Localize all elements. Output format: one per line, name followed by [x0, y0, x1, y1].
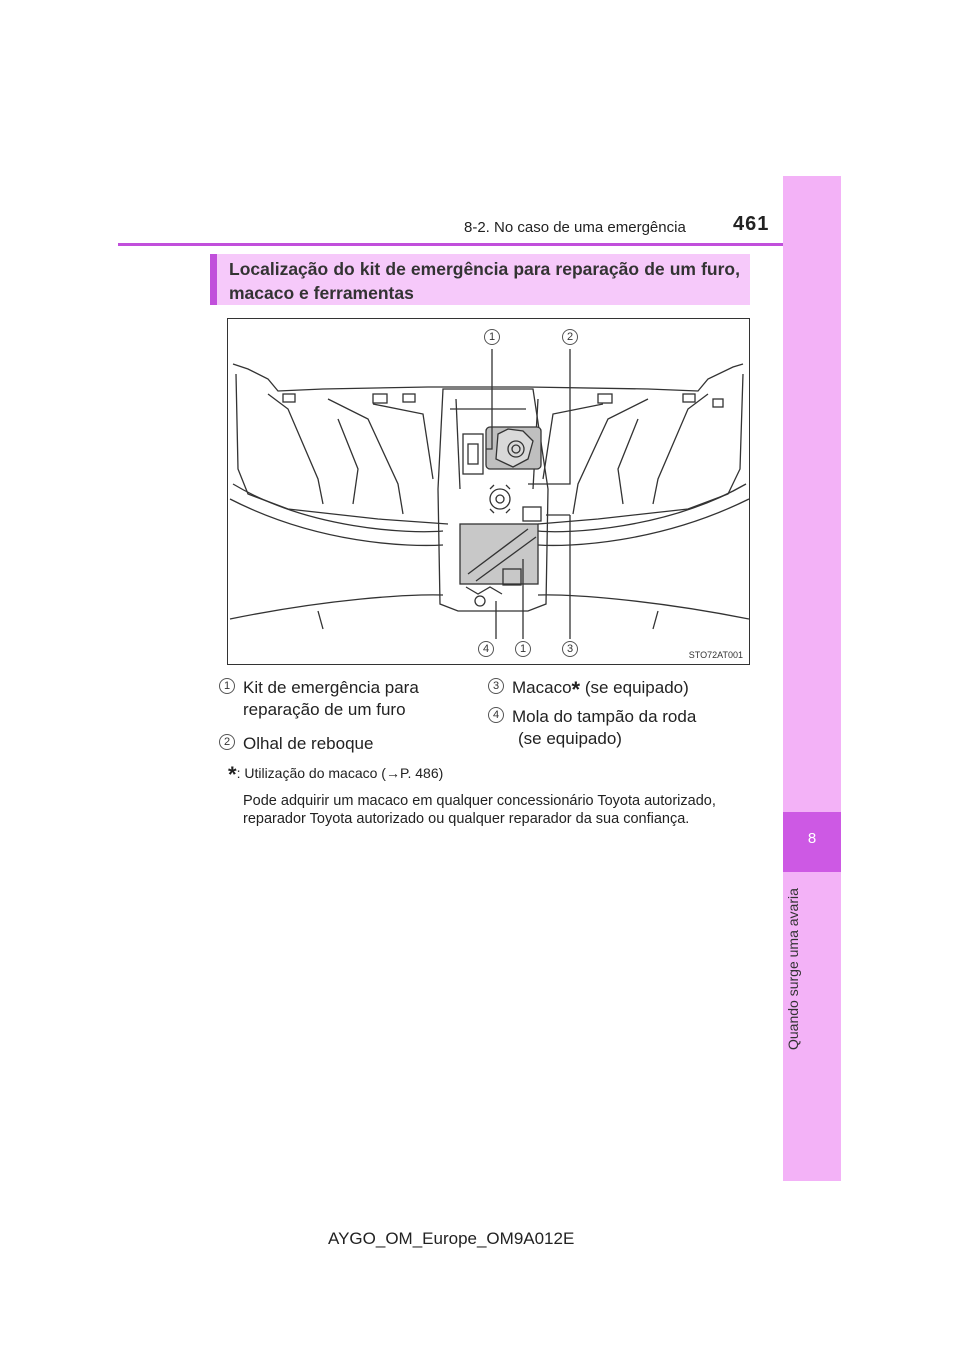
legend-item-1	[243, 677, 419, 721]
chapter-number: 8	[807, 830, 817, 847]
legend-number-3: 3	[488, 678, 504, 694]
callout-2-top: 2	[562, 329, 578, 345]
header-divider	[118, 243, 840, 246]
purchase-note: Pode adquirir um macaco em qualquer concessionário Toyota autorizado, reparador Toyota autorizado ou qualquer reparador da sua confiança.	[243, 793, 716, 827]
chapter-title: Quando surge uma avaria	[785, 888, 801, 1050]
footnote-star: *	[228, 762, 237, 787]
page-number: 461	[733, 213, 770, 235]
footnote	[228, 762, 443, 788]
legend-item-4	[512, 706, 696, 750]
legend-number-4: 4	[488, 707, 504, 723]
callout-4-bottom: 4	[478, 641, 494, 657]
legend-suffix-3: (se equipado)	[580, 678, 689, 697]
legend-item-3	[512, 677, 689, 701]
legend-label-1a: Kit de emergência para	[243, 678, 419, 697]
legend-number-1: 1	[219, 678, 235, 694]
document-code: AYGO_OM_Europe_OM9A012E	[328, 1229, 575, 1248]
legend-label-1b: reparação de um furo	[243, 700, 406, 719]
callout-1-bottom: 1	[515, 641, 531, 657]
legend-label-3: Macaco	[512, 678, 572, 697]
legend-item-2	[243, 733, 373, 755]
trunk-line-drawing	[228, 319, 750, 665]
section-heading: 8-2. No caso de uma emergência	[464, 219, 686, 236]
callout-1-top: 1	[484, 329, 500, 345]
trunk-illustration	[227, 318, 750, 665]
figure-code: STO72AT001	[688, 650, 743, 660]
footnote-text: : Utilização do macaco (→P. 486)	[236, 765, 444, 781]
legend-number-2: 2	[219, 734, 235, 750]
section-banner: Localização do kit de emergência para reparação de um furo, macaco e ferramentas	[210, 254, 750, 305]
legend-star-3: *	[571, 677, 581, 702]
legend-label-2: Olhal de reboque	[243, 734, 374, 753]
callout-3-bottom: 3	[562, 641, 578, 657]
legend-label-4b: (se equipado)	[518, 729, 622, 748]
legend-label-4a: Mola do tampão da roda	[512, 707, 697, 726]
